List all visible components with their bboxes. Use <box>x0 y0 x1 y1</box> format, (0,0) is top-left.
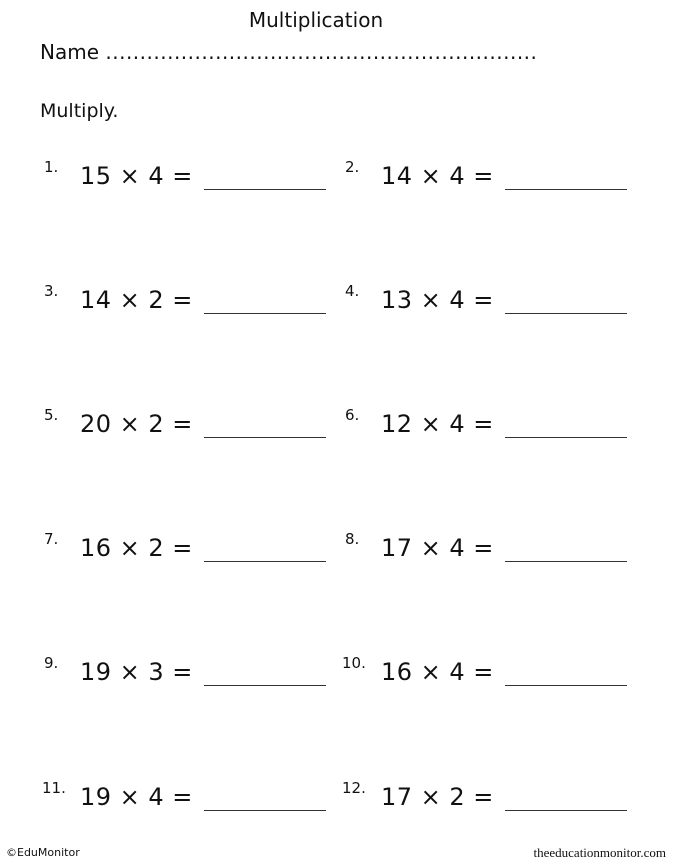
problem-expression: 14 × 4 = <box>381 162 494 190</box>
problem-expression: 20 × 2 = <box>80 410 193 438</box>
problem-9 <box>44 654 344 694</box>
problem-6 <box>345 406 645 446</box>
problem-number: 6. <box>345 406 360 424</box>
problem-number: 1. <box>44 158 59 176</box>
problem-expression: 12 × 4 = <box>381 410 494 438</box>
problem-12 <box>342 779 642 819</box>
answer-blank[interactable] <box>505 189 627 190</box>
problem-1 <box>44 158 344 198</box>
worksheet-title: Multiplication <box>248 8 384 32</box>
instruction-text: Multiply. <box>40 100 119 122</box>
problem-expression: 16 × 2 = <box>80 534 193 562</box>
problem-4 <box>345 282 645 322</box>
problem-2 <box>345 158 645 198</box>
problem-8 <box>345 530 645 570</box>
answer-blank[interactable] <box>505 313 627 314</box>
name-dotted-line[interactable]: ............................................................... <box>105 40 538 64</box>
problem-expression: 17 × 4 = <box>381 534 494 562</box>
problem-expression: 15 × 4 = <box>80 162 193 190</box>
problem-number: 12. <box>342 779 366 797</box>
name-field[interactable] <box>40 40 537 64</box>
answer-blank[interactable] <box>505 685 627 686</box>
problem-number: 9. <box>44 654 59 672</box>
answer-blank[interactable] <box>204 437 326 438</box>
problem-number: 3. <box>44 282 59 300</box>
answer-blank[interactable] <box>204 810 326 811</box>
problem-number: 11. <box>42 779 66 797</box>
answer-blank[interactable] <box>505 561 627 562</box>
name-label: Name <box>40 40 100 64</box>
website-text: theeducationmonitor.com <box>533 845 666 860</box>
copyright-text: ©EduMonitor <box>6 846 80 859</box>
answer-blank[interactable] <box>204 561 326 562</box>
problem-number: 7. <box>44 530 59 548</box>
problem-number: 5. <box>44 406 59 424</box>
problem-5 <box>44 406 344 446</box>
answer-blank[interactable] <box>204 189 326 190</box>
problem-expression: 19 × 3 = <box>80 658 193 686</box>
problem-10 <box>342 654 642 694</box>
problem-expression: 14 × 2 = <box>80 286 193 314</box>
problem-number: 4. <box>345 282 360 300</box>
problem-7 <box>44 530 344 570</box>
problem-number: 8. <box>345 530 360 548</box>
problem-expression: 17 × 2 = <box>381 783 494 811</box>
answer-blank[interactable] <box>505 810 627 811</box>
problem-3 <box>44 282 344 322</box>
problem-number: 10. <box>342 654 366 672</box>
answer-blank[interactable] <box>204 685 326 686</box>
problem-expression: 13 × 4 = <box>381 286 494 314</box>
problem-expression: 19 × 4 = <box>80 783 193 811</box>
problem-number: 2. <box>345 158 360 176</box>
problem-expression: 16 × 4 = <box>381 658 494 686</box>
answer-blank[interactable] <box>204 313 326 314</box>
problem-11 <box>42 779 342 819</box>
answer-blank[interactable] <box>505 437 627 438</box>
